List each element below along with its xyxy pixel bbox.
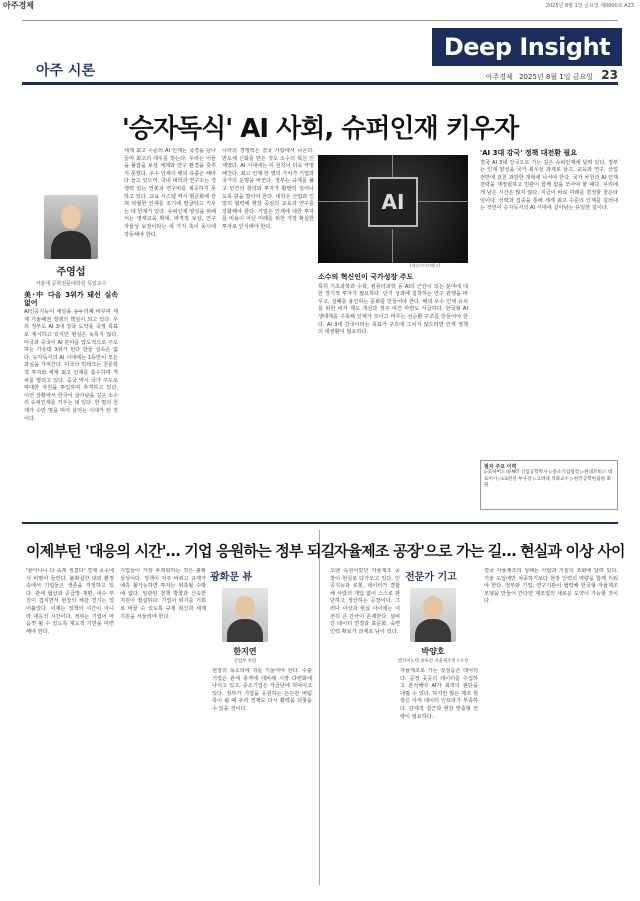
section-title: 아주 시론	[36, 63, 95, 79]
top-divider	[22, 20, 618, 21]
masthead	[0, 0, 640, 12]
left-story-headline: 이제부턴 '대응의 시간'… 기업 응원하는 정부 되길	[26, 542, 335, 560]
main-author-block	[26, 195, 116, 287]
right-author-name: 박양호	[421, 647, 445, 656]
bio-title: 필자 주요 이력	[484, 464, 517, 470]
image-caption: [게티이미지뱅크]	[410, 263, 441, 268]
main-headline: '승자독식' AI 사회, 슈퍼인재 키우자	[121, 114, 519, 144]
left-col1-text: '할아니니 다 죽게 생겼다' 경제 곳곳에서 비명이 들린다. 불확실한 대외 환경 속에서 기업들은 생존을 걱정하고 있다. 관세 협상과 공급망 재편, 내수 부진이 겹치면서 현장의 체감 경기는 얼어붙었다. 이제는 정책의 시간이 아니라 대응의 시간이다. 정부는 기업이 마음껏 뛸 수 있도록 제도적 기반을 마련해야 한다.	[26, 568, 114, 635]
main-column-3	[222, 148, 314, 516]
main-column-4	[318, 272, 468, 516]
right-column-1	[330, 568, 400, 890]
right-story-headline: '자율제조 공장'으로 가는 길… 현실과 이상 사이	[330, 542, 625, 560]
right-col2-text: 자율제조로 가는 첫걸음은 데이터다. 공정 곳곳의 데이터를 수집하고 분석해야 AI가 최적의 판단을 내릴 수 있다. 하지만 많은 제조 현장은 아직 데이터 인프라가 부족하다. 단계적 접근과 현장 맞춤형 전략이 필요하다.	[400, 668, 478, 720]
bio-text: ▷美하버드대·MIT 산업공학박사 ▷중소기업청장 ▷현대모비스 대표이사 ▷LS전선 부사장 ▷고려대 석좌교수 ▷한국공학한림원 회원	[484, 470, 613, 489]
main-col4-text: 특히 기초과학과 수학, 컴퓨터과학 등 AI의 근간이 되는 분야에 대한 장기적 투자가 필요하다. 단기 성과에 집착하는 연구 관행을 바꾸고, 실패를 용인하는 문화를 만들어야 한다. 해외 우수 인재 유치를 위한 비자 제도 개선과 정주 여건 마련도 시급하다. 한국형 AI 생태계를 구축해 인재가 모이고 머무는 선순환 구조를 만들어야 한다. AI 3대 강국이라는 목표가 구호에 그치지 않으려면 인재 정책의 대전환이 필요하다.	[318, 283, 468, 336]
right-story-section: 전문가 기고	[405, 572, 457, 583]
main-col5-text: 결국 AI 3대 강국으로 가는 길은 슈퍼인재에 달려 있다. 정부는 인재 양성을 국가 최우선 과제로 삼고, 교육과 연구, 산업 전반에 걸친 과감한 개혁에 나서야 한다. 국가 차원의 AI 인재 전략을 재정립하고 민관이 함께 힘을 모아야 할 때다. 우리에게 남은 시간은 많지 않다. 지금이 바로 미래를 결정할 골든타임이다. 선택과 집중을 통해 세계 최고 수준의 인재를 길러내는 것만이 승자독식의 AI 시대에 살아남는 유일한 길이다.	[480, 159, 618, 212]
left-col3-text: 현장의 목소리에 귀를 기울여야 한다. 수출 기업은 관세 충격에 대비해 시장 다변화에 나서고 있고, 중소기업은 자금난에 허덕이고 있다. 정부가 기업을 응원하는 든든한 버팀목이 될 때 우리 경제도 다시 활력을 되찾을 수 있을 것이다.	[212, 668, 312, 712]
page-header-info	[486, 68, 618, 82]
right-author-photo	[410, 588, 456, 642]
right-col3-text: 결국 자율제조의 성패는 사람과 기술의 조화에 달려 있다. 기술 도입에만 치중하기보다 현장 인력의 역량을 함께 키워야 한다. 정부와 기업, 연구기관이 협력해 한국형 자율제조 모델을 만들어 간다면 제조업의 새로운 도약이 가능할 것이다.	[484, 568, 618, 605]
ai-chip-icon: AI	[368, 177, 418, 227]
author-bio-box	[480, 460, 618, 510]
masthead-logo: 아주경제	[3, 1, 34, 10]
left-column-2	[120, 568, 206, 890]
left-col2-text: 기업들이 가장 두려워하는 것은 불확실성이다. 정책이 자주 바뀌고 규제가 예측 불가능하면 투자는 위축될 수밖에 없다. 일관된 정책 방향과 신속한 지원이 절실하다. 기업이 위기를 기회로 바꿀 수 있도록 규제 혁신과 세제 지원을 서둘러야 한다.	[120, 568, 206, 620]
main-column-1	[24, 290, 118, 515]
page-number: 23	[601, 68, 618, 82]
left-author-photo	[222, 588, 268, 642]
left-story-section: 광화문 뷰	[210, 572, 253, 583]
main-column-2	[124, 148, 216, 516]
lower-column-divider	[319, 530, 320, 885]
author-title: 서울대 공학전문대학원 특임교수	[35, 281, 107, 287]
right-column-3	[484, 568, 618, 890]
right-author-title: 엘지이노텍 솔루션 자율제조연구소장	[397, 659, 469, 664]
author-photo	[44, 195, 98, 259]
author-name: 주영섭	[56, 267, 86, 278]
deep-insight-banner: Deep Insight	[432, 28, 622, 66]
lower-section-rule	[22, 522, 618, 524]
masthead-date-line: 2025년 8월 1일 금요일 제0000호 A23	[545, 3, 634, 9]
main-col1-text: AI인공지능이 세상을 송두리째 바꾸며 세계 기술패권 경쟁의 핵심이 되고 있다. 우리 정부도 AI 3대 강국 도약을 국정 목표로 제시하고 있지만 현실은 녹록지 않다. 미국과 중국이 AI 분야를 압도적으로 주도하는 가운데 3위가 된다 한들 실속은 없다. 승자독식의 AI 시대에는 1등만이 모든 과실을 가져간다. 미국의 빅테크는 천문학적 투자와 세계 최고 인재를 흡수하며 격차를 벌리고 있다. 중국 역시 국가 주도로 막대한 자원을 투입하며 추격하고 있다. 이런 상황에서 한국이 살아남을 길은 소수의 슈퍼인재를 키우는 데 있다. 한 명의 천재가 수만 명을 먹여 살리는 시대가 된 것이다.	[24, 309, 118, 422]
right-col1-text: 오랜 숙원이었던 자율제조 공장이 현실로 다가오고 있다. 인공지능과 로봇, 데이터가 결합해 사람의 개입 없이 스스로 판단하고 생산하는 공장이다. 그러나 이상과 현실 사이에는 여전히 큰 간극이 존재한다. 설비 간 데이터 연결과 표준화, 숙련 인력 확보가 과제로 남아 있다.	[330, 568, 400, 635]
main-col3-text: 나라의 경쟁력은 결국 사람에서 나온다. 반도체 신화를 만든 것도 소수의 혁신 인재였다. AI 시대에는 이 원칙이 더욱 극명해진다. 최고 인재 한 명의 가치가 기업과 국가의 운명을 바꾼다. 정부는 규제를 풀고 민간의 창의와 투자가 활발히 일어나도록 판을 깔아야 한다. 대학은 산업과 긴밀히 협력해 현장 중심의 교육과 연구를 강화해야 한다. 기업은 인재에 대한 투자를 비용이 아닌 미래를 위한 가장 확실한 투자로 인식해야 한다.	[222, 148, 314, 230]
main-column-5	[480, 148, 618, 453]
left-author-name: 한지연	[233, 647, 257, 656]
main-subhead-1: 美·中 다음 3위가 돼선 실속 없어	[24, 291, 118, 307]
left-column-1	[26, 568, 114, 890]
right-column-2	[400, 668, 478, 890]
left-author-title: 산업부 차장	[233, 659, 257, 664]
paper-name: 아주경제	[485, 73, 513, 81]
main-subhead-3: 'AI 3대 강국' 정책 대전환 필요	[480, 149, 577, 157]
header-rule	[22, 82, 618, 85]
main-subhead-2: 소수의 혁신인이 국가성장 주도	[318, 273, 414, 281]
ai-illustration	[318, 155, 468, 263]
main-col2-text: 세계 최고 수준의 AI 인재는 국경을 넘나들며 최고의 대우를 받는다. 우리는 이들을 붙잡을 보상 체계와 연구 환경을 갖추지 못했다. 우수 인재의 해외 유출은 해마다 늘고 있으며, 국내 대학과 연구소는 경쟁력 있는 연봉과 연구비를 제공하지 못하고 있다. 교육 시스템 역시 평준화에 갇혀 탁월한 인재를 조기에 발굴하고 키우는 데 한계가 있다. 슈퍼인재 양성을 위해서는 영재교육 확대, 파격적 보상, 연구 자율성 보장이라는 세 가지 축이 동시에 작동해야 한다.	[124, 148, 216, 238]
issue-date: 2025년 8월 1일 금요일	[519, 73, 594, 81]
left-column-3	[212, 668, 312, 890]
